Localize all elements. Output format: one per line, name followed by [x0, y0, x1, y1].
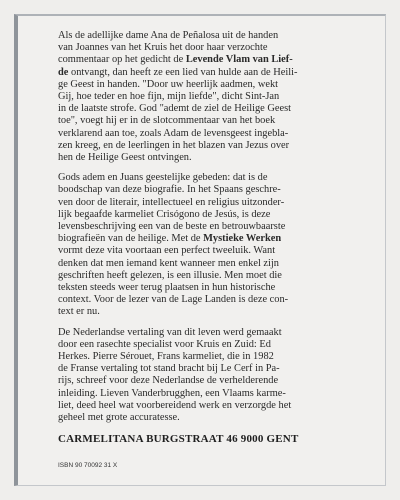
text-line: liet, deed heel wat voorbereidend werk en verzorgde het: [58, 399, 292, 411]
text-line: zen kreeg, en de leerlingen in het blazen van Jezus over: [58, 139, 290, 151]
text-line: [58, 233, 362, 245]
text-line: De Nederlandse vertaling van dit leven werd gemaakt: [58, 326, 282, 338]
text-line: Gij, hoe teder en hoe fijn, mijn liefde", dicht Sint-Jan: [58, 91, 280, 103]
text-line: Herkes. Pierre Sérouet, Frans karmeliet, die in 1982: [58, 351, 274, 363]
text-line: de Franse vertaling tot stand bracht bij Le Cerf in Pa-: [58, 363, 280, 375]
text-line: text er nu.: [58, 306, 100, 318]
body-text: [58, 30, 362, 432]
book-title-mystical-works: Mystieke Werken: [203, 233, 282, 245]
text-line: in de laatste strofe. God "ademt de ziel de Heilige Geest: [58, 103, 292, 115]
text-line: hen de Heilige Geest ontvingen.: [58, 152, 192, 164]
isbn-number: ISBN 90 70092 31 X: [58, 462, 118, 469]
text-line: [58, 67, 362, 79]
text-line: geheel met grote accuratesse.: [58, 412, 180, 424]
text-line: inleiding. Lieven Vanderbrugghen, een Vlaams karme-: [58, 387, 286, 399]
paragraph-2: [58, 172, 362, 318]
text-line: door een rasechte specialist voor Kruis en Zuid: Ed: [58, 338, 271, 350]
text-line: toe", voegt hij er in de slotcommentaar van het boek: [58, 115, 276, 127]
text-line: [58, 54, 362, 66]
text-segment: biografieën van de heilige. Met de: [58, 233, 204, 245]
book-title-living-flame-end: de: [58, 66, 69, 78]
text-line: lijk begaafde karmeliet Crisógono de Jesús, is deze: [58, 208, 271, 220]
paragraph-3: [58, 327, 362, 425]
book-title-living-flame: Levende Vlam van Lief-: [185, 54, 293, 66]
text-line: Gods adem en Juans geestelijke gebeden: dat is de: [58, 172, 268, 184]
text-line: ge Geest in handen. "Door uw heerlijk aadmen, wekt: [58, 78, 279, 90]
paragraph-1: [58, 30, 362, 164]
text-line: geschriften heeft gelezen, is een illusie. Men moet die: [58, 269, 282, 281]
text-line: ven door de literair, intellectueel en religius uitzonder-: [58, 196, 285, 208]
text-segment: ontvangt, dan heeft ze een lied van hulde aan de Heili-: [68, 66, 298, 78]
text-line: vormt deze vita voortaan een perfect tweeluik. Want: [58, 245, 276, 257]
text-line: Als de adellijke dame Ana de Peñalosa uit de handen: [58, 30, 279, 41]
text-line: levensbeschrijving een van de beste en betrouwbaarste: [58, 221, 286, 233]
text-line: van Joannes van het Kruis het door haar verzochte: [58, 42, 268, 54]
text-line: teksten steeds weer terug plaatsen in hun historische: [58, 282, 276, 294]
text-line: boodschap van deze biografie. In het Spaans geschre-: [58, 184, 281, 196]
text-line: context. Voor de lezer van de Lage Landen is deze con-: [58, 294, 289, 306]
publisher-address: CARMELITANA BURGSTRAAT 46 9000 GENT: [58, 433, 299, 445]
text-line: rijs, schreef voor deze Nederlandse de verhelderende: [58, 375, 279, 387]
text-segment: commentaar op het gedicht de: [58, 54, 186, 66]
text-line: denken dat men iemand kent wanneer men enkel zijn: [58, 257, 280, 269]
text-line: verklarend aan toe, zoals Adam de levensgeest ingebla-: [58, 127, 289, 139]
